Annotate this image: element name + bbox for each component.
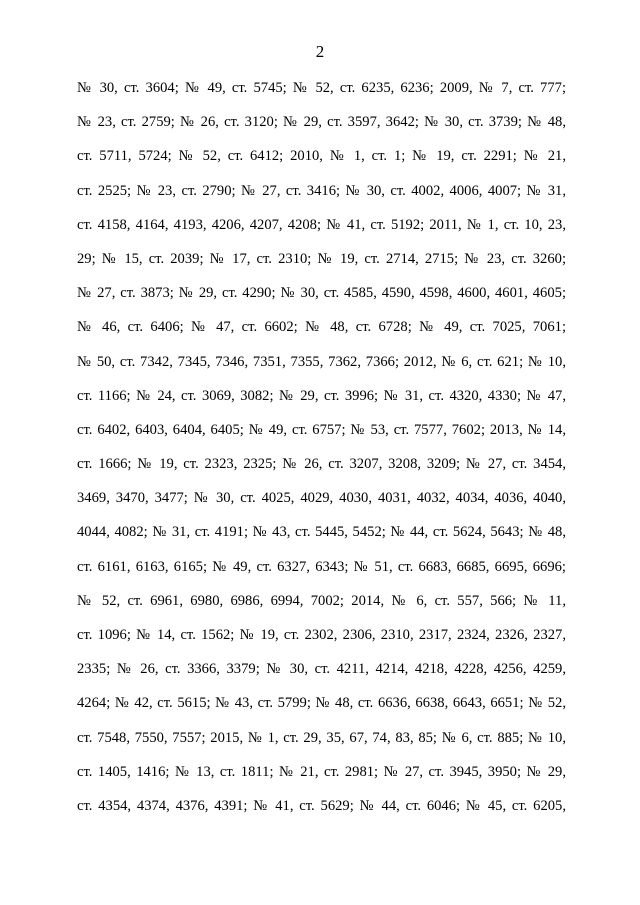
text-line: 4044, 4082; № 31, ст. 4191; № 43, ст. 5445, 5452; № 44, ст. 5624, 5643; № 48, — [77, 524, 566, 541]
text-line: ст. 5711, 5724; № 52, ст. 6412; 2010, № 1, ст. 1; № 19, ст. 2291; № 21, — [77, 148, 566, 165]
text-line: № 27, ст. 3873; № 29, ст. 4290; № 30, ст. 4585, 4590, 4598, 4600, 4601, 4605; — [77, 285, 566, 302]
text-line: 4264; № 42, ст. 5615; № 43, ст. 5799; № 48, ст. 6636, 6638, 6643, 6651; № 52, — [77, 695, 566, 712]
text-line: № 46, ст. 6406; № 47, ст. 6602; № 48, ст. 6728; № 49, ст. 7025, 7061; — [77, 319, 566, 336]
text-line: 3469, 3470, 3477; № 30, ст. 4025, 4029, 4030, 4031, 4032, 4034, 4036, 4040, — [77, 490, 566, 507]
text-line: ст. 6161, 6163, 6165; № 49, ст. 6327, 6343; № 51, ст. 6683, 6685, 6695, 6696; — [77, 558, 566, 575]
text-line: № 52, ст. 6961, 6980, 6986, 6994, 7002; 2014, № 6, ст. 557, 566; № 11, — [77, 592, 566, 609]
text-line: ст. 1666; № 19, ст. 2323, 2325; № 26, ст. 3207, 3208, 3209; № 27, ст. 3454, — [77, 456, 566, 473]
text-line: ст. 4158, 4164, 4193, 4206, 4207, 4208; № 41, ст. 5192; 2011, № 1, ст. 10, 23, — [77, 216, 566, 233]
text-line: 29; № 15, ст. 2039; № 17, ст. 2310; № 19, ст. 2714, 2715; № 23, ст. 3260; — [77, 250, 566, 267]
text-line: ст. 7548, 7550, 7557; 2015, № 1, ст. 29, 35, 67, 74, 83, 85; № 6, ст. 885; № 10, — [77, 729, 566, 746]
text-line: ст. 1166; № 24, ст. 3069, 3082; № 29, ст. 3996; № 31, ст. 4320, 4330; № 47, — [77, 387, 566, 404]
text-line: ст. 1096; № 14, ст. 1562; № 19, ст. 2302, 2306, 2310, 2317, 2324, 2326, 2327, — [77, 627, 566, 643]
text-line: ст. 2525; № 23, ст. 2790; № 27, ст. 3416; № 30, ст. 4002, 4006, 4007; № 31, — [77, 182, 566, 199]
page-number: 2 — [315, 42, 325, 61]
text-line: № 23, ст. 2759; № 26, ст. 3120; № 29, ст. 3597, 3642; № 30, ст. 3739; № 48, — [77, 114, 566, 131]
text-line: 2335; № 26, ст. 3366, 3379; № 30, ст. 4211, 4214, 4218, 4228, 4256, 4259, — [77, 661, 566, 678]
text-line: № 50, ст. 7342, 7345, 7346, 7351, 7355, 7362, 7366; 2012, № 6, ст. 621; № 10, — [77, 353, 566, 370]
text-line: ст. 4354, 4374, 4376, 4391; № 41, ст. 5629; № 44, ст. 6046; № 45, ст. 6205, — [77, 797, 566, 814]
body-text — [77, 77, 566, 829]
text-line: ст. 1405, 1416; № 13, ст. 1811; № 21, ст. 2981; № 27, ст. 3945, 3950; № 29, — [77, 763, 566, 780]
text-line: ст. 6402, 6403, 6404, 6405; № 49, ст. 6757; № 53, ст. 7577, 7602; 2013, № 14, — [77, 421, 566, 438]
text-line: № 30, ст. 3604; № 49, ст. 5745; № 52, ст. 6235, 6236; 2009, № 7, ст. 777; — [77, 80, 566, 96]
